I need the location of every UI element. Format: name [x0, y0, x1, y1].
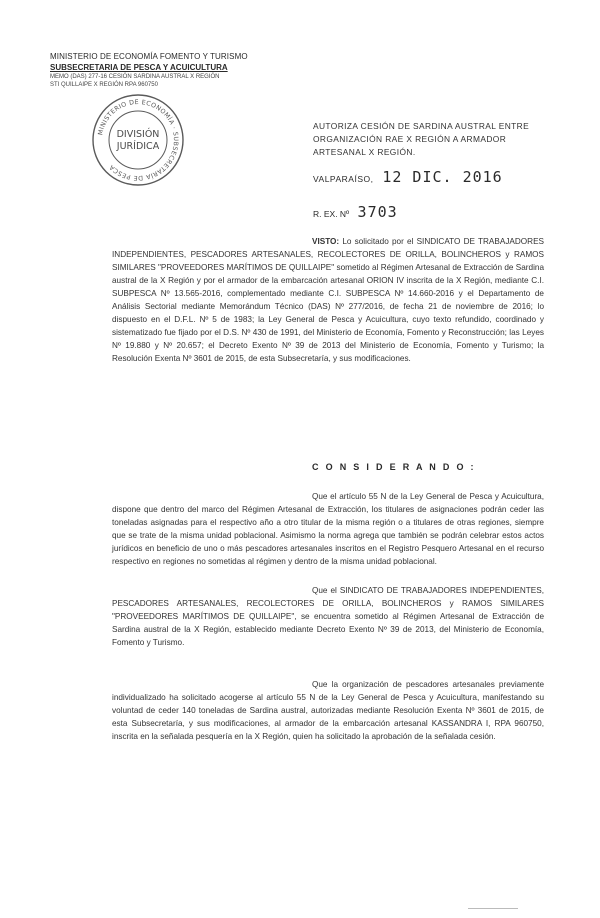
date-place: VALPARAÍSO,	[313, 174, 374, 184]
considerando-paragraph-3	[112, 678, 544, 743]
visto-lead: VISTO:	[312, 237, 340, 246]
considerando-heading: C O N S I D E R A N D O :	[312, 462, 476, 472]
considerando-paragraph-2	[112, 584, 544, 649]
visto-paragraph	[112, 235, 544, 365]
letterhead	[50, 52, 250, 89]
resolution-label: R. EX. Nº	[313, 209, 350, 219]
stamp-center-line2: JURÍDICA	[116, 141, 160, 152]
visto-text: Lo solicitado por el SINDICATO DE TRABAJADORES INDEPENDIENTES, PESCADORES ARTESANALES, RECOLECTORES DE ORILLA, BOLINCHEROS y RAMOS SIMILARES "PROVEEDORES MARÍTIMOS DE QUILLAIPE" sometido al Régimen Artesanal de Extracción de Sardina austral de la X Región y por el armador de la embarcación artesanal ORION IV inscrita de la X Región, mediante C.I. SUBPESCA Nº 13.565-2016, complementado mediante C.I. SUBPESCA Nº 14.660-2016 y el Departamento de Análisis Sectorial mediante Memorándum Técnico (DAS) Nº 277/2016, de fecha 21 de noviembre de 2016; lo dispuesto en el D.F.L. Nº 5 de 1983; la Ley General de Pesca y Acuicultura, cuyo texto refundido, coordinado y sistematizado fue fijado por el D.S. Nº 430 de 1991, del Ministerio de Economía, Fomento y Reconstrucción; las Leyes Nº 19.880 y Nº 20.657; el Decreto Exento Nº 39 de 2013 del Ministerio de Economía, Fomento y Turismo; la Resolución Exenta Nº 3601 de 2015, de esta Subsecretaría, y sus modificaciones.	[112, 237, 544, 364]
memo-reference-line2: STI QUILLAIPE X REGIÓN RPA 960750	[50, 82, 158, 88]
date-line	[313, 168, 503, 186]
considerando-p3-text: Que la organización de pescadores artesanales previamente individualizado ha solicitado acogerse al artículo 55 N de la Ley General de Pesca y Acuicultura, manifestando su voluntad de ceder 140 toneladas de Sardina austral, autorizadas mediante Resolución Exenta Nº 3601 de 2015, de esta Subsecretaría, y sus modificaciones, al armador de la embarcación artesanal KASSANDRA I, RPA 960750, inscrita en la señalada pesquería en la X Región, quien ha solicitado la aprobación de la señalada cesión.	[112, 680, 544, 742]
memo-reference-line1: MEMO (DAS) 277-16 CESIÓN SARDINA AUSTRAL X REGIÓN	[50, 74, 220, 80]
resolution-subject: AUTORIZA CESIÓN DE SARDINA AUSTRAL ENTRE ORGANIZACIÓN RAE X REGIÓN A ARMADOR ARTESANAL X REGIÓN.	[313, 121, 530, 157]
subsecretaria-name: SUBSECRETARIA DE PESCA Y ACUICULTURA	[50, 62, 228, 72]
page-footer-mark	[468, 908, 518, 909]
resolution-number: 3703	[357, 203, 398, 221]
stamp-center-line1: DIVISIÓN	[116, 129, 160, 140]
considerando-p1-text: Que el artículo 55 N de la Ley General de Pesca y Acuicultura, dispone que dentro del marco del Régimen Artesanal de Extracción, los titulares de asignaciones podrán ceder las toneladas asignadas para el respectivo año a otro titular de la misma región o a titulares de otras regiones, siempre que se trate de la misma unidad poblacional. Asimismo la norma agrega que también se podrán celebrar estos actos jurídicos en beneficio de uno o más pescadores artesanales inscritos en el Registro Pesquero Artesanal en el recurso respectivo en regiones no sometidas al régimen y dentro de la misma unidad poblacional.	[112, 492, 544, 567]
resolution-number-line	[313, 203, 398, 221]
division-juridica-stamp	[90, 92, 186, 188]
stamp-ring-text: MINISTERIO DE ECONOMÍA · SUBSECRETARÍA DE PESCA	[97, 98, 180, 182]
ministry-name: MINISTERIO DE ECONOMÍA FOMENTO Y TURISMO	[50, 52, 248, 61]
date-stamp: 12 DIC. 2016	[382, 168, 503, 186]
considerando-p2-text: Que el SINDICATO DE TRABAJADORES INDEPENDIENTES, PESCADORES ARTESANALES, RECOLECTORES DE ORILLA, BOLINCHEROS y RAMOS SIMILARES "PROVEEDORES MARÍTIMOS DE QUILLAIPE", se encuentra sometido al Régimen Artesanal de Extracción de Sardina austral de la X Región, establecido mediante Decreto Exento Nº 39 de 2013, del Ministerio de Economía, Fomento y Turismo.	[112, 586, 544, 648]
considerando-paragraph-1	[112, 490, 544, 568]
